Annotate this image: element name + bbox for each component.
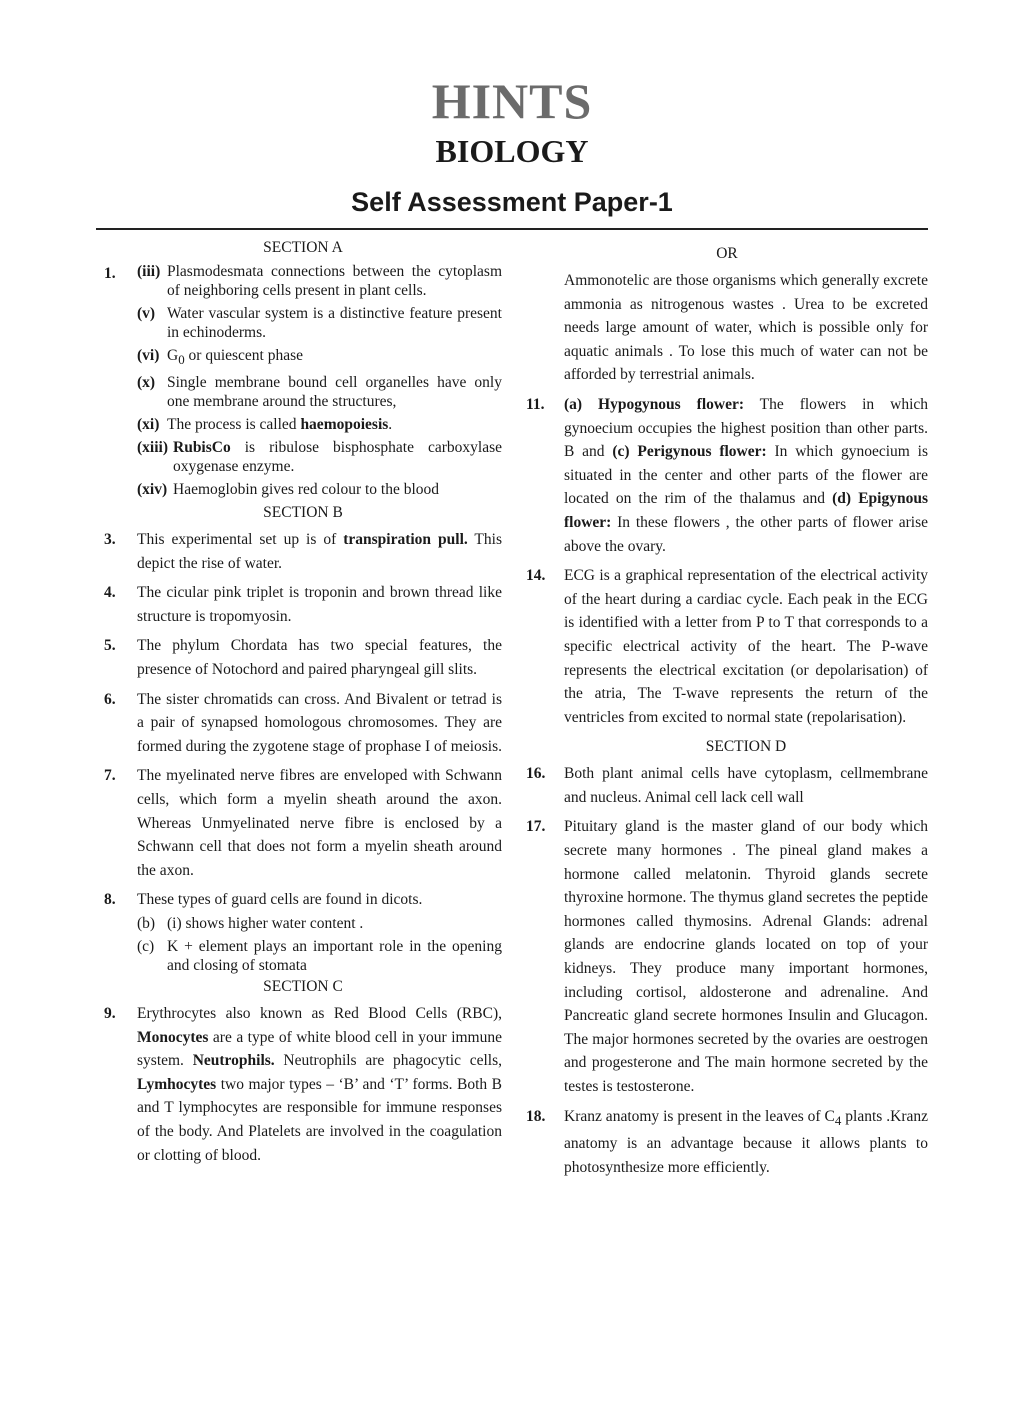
answer-text: The flowers in which gynoecium occupies the highest position than other parts. B and <box>564 395 928 461</box>
section-b-heading: SECTION B <box>263 504 343 522</box>
sub-label: (b) <box>137 915 156 932</box>
answer-text: Both plant animal cells have cytoplasm, cellmembrane and nucleus. Animal cell lack cell wall <box>564 765 928 806</box>
question-14 <box>526 564 928 729</box>
sub-label: (v) <box>137 305 156 322</box>
hints-title: HINTS <box>431 73 593 129</box>
left-column <box>104 236 502 1173</box>
answer-text: Neutrophils are phagocytic cells, <box>274 1052 503 1070</box>
sub-label: (xiv) <box>137 481 168 499</box>
answer-text: These types of guard cells are found in dicots. <box>137 891 423 909</box>
question-11 <box>526 393 928 558</box>
sub-text: The process is called <box>167 416 301 434</box>
answer-text: Pituitary gland is the master gland of our body which secrete many hormones . The pineal gland makes a hormone called melatonin. Thyroid glands secrete thyroxine hormone. The thymus gland secretes the peptide hormones called thymosins. Adrenal Glands: adrenal glands are endocrine glands located on top of your kidneys. They produce many important hormones, including cortisol, aldosterone and adrenaline. And Pancreatic gland secrete hormones Insulin and Glucagon. The major hormones secreted by the ovaries are oestrogen and progesterone and The main hormone secreted by the testes is testosterone. <box>564 818 928 1095</box>
sub-label: (x) <box>137 374 156 392</box>
bold-term: haemopoiesis <box>300 416 389 434</box>
answer-text: plants .Kranz anatomy is an advantage because it allows plants to photosynthesize more efficiently. <box>564 1107 929 1176</box>
sub-text: G <box>167 347 179 364</box>
question-number: 7. <box>104 767 116 785</box>
answer-text: This experimental set up is of <box>137 531 344 549</box>
sub-label: (xiii) <box>137 439 168 457</box>
sub-text: Single membrane bound cell organelles have only one membrane around the structures, <box>167 374 502 411</box>
subject-title: BIOLOGY <box>435 133 589 169</box>
bold-term: Monocytes <box>137 1028 209 1046</box>
question-number: 6. <box>104 690 116 708</box>
bold-term: (a) Hypogynous flower: <box>564 395 744 413</box>
question-number: 9. <box>104 1005 116 1022</box>
bold-term: Lymhocytes <box>137 1075 217 1093</box>
sub-label: (vi) <box>137 347 160 364</box>
section-a-heading: SECTION A <box>263 239 343 256</box>
answer-text: two major types – ‘B’ and ‘T’ forms. Both B and T lymphocytes are responsible for immune responses of the body. And Platelets are involved in the coagulation or clotting of blood. <box>137 1075 502 1164</box>
answer-1-xi <box>137 415 502 434</box>
bold-term: (c) Perigynous flower: <box>612 443 767 461</box>
answer-1-vi <box>137 346 502 369</box>
answer-8-b <box>137 914 502 933</box>
question-number: 14. <box>526 567 546 585</box>
sub-label: (c) <box>137 938 155 955</box>
subscript-text: 4 <box>834 1112 842 1128</box>
answer-text: The cicular pink triplet is troponin and brown thread like structure is tropomyosin. <box>137 584 502 625</box>
right-column <box>526 236 928 1185</box>
question-number: 5. <box>104 637 116 655</box>
sub-text: . <box>388 416 393 434</box>
sub-text: K + element plays an important role in the opening and closing of stomata <box>167 938 502 974</box>
question-6 <box>104 688 502 759</box>
answer-text: The myelinated nerve fibres are enveloped with Schwann cells, which form a myelin sheath around the axon. Whereas Unmyelinated nerve fibre is enclosed by a Schwann cell that does not form a myelin sheath around the axon. <box>137 767 502 879</box>
answer-1-xiv <box>137 480 502 499</box>
bold-term: RubisCo <box>173 439 231 457</box>
subscript-text: 0 <box>178 352 185 368</box>
sub-text: is ribulose bisphosphate carboxylase oxygenase enzyme. <box>173 439 502 476</box>
question-number: 11. <box>526 395 545 413</box>
answer-text: are a type of white blood cell in your immune system. <box>137 1028 502 1070</box>
or-answer-text: Ammonotelic are those organisms which generally excrete ammonia as nitrogenous wastes . Urea to be excreted needs large amount of water, which is possible only for aquatic animals . To lose this much of water can not be afforded by terrestrial animals. <box>564 272 928 384</box>
answer-1-x <box>137 373 502 411</box>
answer-1-iii <box>137 262 502 300</box>
answer-text: The phylum Chordata has two special features, the presence of Notochord and paired pharyngeal gill slits. <box>137 637 502 679</box>
sub-text: Haemoglobin gives red colour to the blood <box>173 481 440 499</box>
question-17 <box>526 815 928 1098</box>
question-number: 3. <box>104 531 116 549</box>
answer-1-xiii <box>137 438 502 476</box>
question-8 <box>104 888 502 975</box>
question-number: 16. <box>526 765 546 783</box>
sub-text: or quiescent phase <box>184 347 304 364</box>
section-c-heading: SECTION C <box>263 978 343 995</box>
sub-label: (xi) <box>137 416 160 434</box>
bold-term: Neutrophils. <box>192 1052 275 1070</box>
question-4 <box>104 581 502 628</box>
question-number: 1. <box>104 265 116 282</box>
paper-title: Self Assessment Paper-1 <box>351 187 673 217</box>
sub-text: Plasmodesmata connections between the cytoplasm of neighboring cells present in plant cells. <box>167 263 502 299</box>
question-number: 18. <box>526 1107 546 1125</box>
answer-text: Kranz anatomy is present in the leaves of C <box>564 1107 835 1125</box>
question-7 <box>104 764 502 882</box>
question-number: 8. <box>104 891 116 909</box>
answer-text: In these flowers , the other parts of flower arise above the ovary. <box>564 513 928 555</box>
bold-term: transpiration pull. <box>343 531 468 549</box>
answer-text: Erythrocytes also known as Red Blood Cells (RBC), <box>137 1005 502 1022</box>
question-1 <box>104 262 502 499</box>
question-16 <box>526 762 928 809</box>
question-5 <box>104 634 502 681</box>
sub-text: (i) shows higher water content . <box>167 915 364 932</box>
sub-text: Water vascular system is a distinctive feature present in echinoderms. <box>167 305 502 341</box>
or-heading: OR <box>716 245 738 262</box>
answer-text: This depict the rise of water. <box>137 531 502 572</box>
answer-text: The sister chromatids can cross. And Bivalent or tetrad is a pair of synapsed homologous chromosomes. They are formed during the zygotene stage of prophase I of meiosis. <box>137 690 503 755</box>
question-18 <box>526 1105 928 1180</box>
sub-label: (iii) <box>137 263 161 280</box>
bold-term: (d) Epigynous flower: <box>564 490 928 531</box>
question-number: 4. <box>104 584 116 602</box>
answer-text: In which gynoecium is situated in the center and other parts of the flower are located on the rim of the thalamus and <box>564 443 928 508</box>
answer-8-c <box>137 937 502 975</box>
section-d-heading: SECTION D <box>705 738 787 756</box>
answer-text: ECG is a graphical representation of the electrical activity of the heart during a cardiac cycle. Each peak in the ECG is identified with a letter from P to T that corresponds to a specific electrical activity of the heart. The P-wave represents the electrical excitation (or depolarisation) of the atria, The T-wave represents the return of the ventricles from excited to normal state (repolarisation). <box>564 567 928 726</box>
question-3 <box>104 528 502 575</box>
question-9 <box>104 1002 502 1167</box>
header-divider <box>96 228 928 230</box>
answer-1-v <box>137 304 502 342</box>
question-number: 17. <box>526 818 546 836</box>
